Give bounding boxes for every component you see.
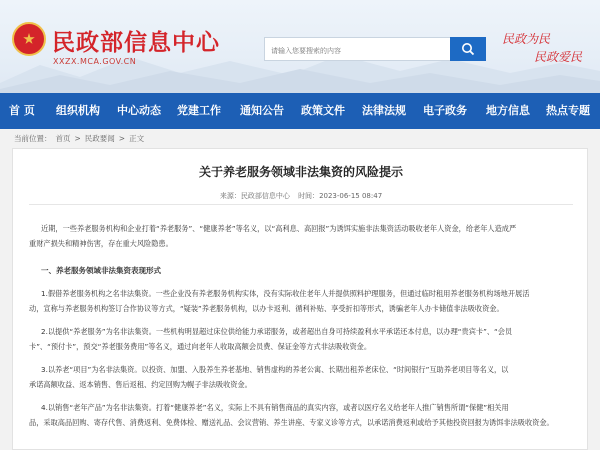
item3-line-2: 承诺高额收益、返本销售、售后返租、约定回购为幌子非法吸收资金。 — [29, 380, 252, 389]
article-panel — [12, 148, 588, 450]
site-header — [0, 0, 600, 93]
time-label: 时间： — [298, 192, 320, 200]
article-source: 民政部信息中心 — [240, 192, 290, 200]
main-nav — [0, 93, 600, 129]
nav-item-policy[interactable]: 政策文件 — [301, 104, 345, 117]
breadcrumb-home[interactable]: 首页 — [55, 134, 71, 143]
item1-line-1: 1.假借养老服务机构之名非法集资。一些企业没有养老服务机构实体，没有实际收住老年人并提供照料护理服务，但通过临时租用养老服务机构场地开展活 — [41, 289, 530, 298]
nav-item-local-info[interactable]: 地方信息 — [486, 104, 530, 117]
article-title: 关于养老服务领域非法集资的风险提示 — [198, 165, 403, 179]
article-meta — [13, 191, 588, 201]
nav-item-hot-topics[interactable]: 热点专题 — [546, 104, 590, 117]
slogan-line-2: 民政爱民 — [534, 50, 583, 64]
nav-item-laws[interactable]: 法律法规 — [362, 104, 406, 117]
search-button[interactable] — [450, 37, 486, 61]
nav-item-center-news[interactable]: 中心动态 — [117, 104, 161, 117]
site-title[interactable]: 民政部信息中心 — [52, 30, 220, 56]
breadcrumb-separator: > — [74, 134, 81, 143]
item1-line-2: 动，宣称与养老服务机构签订合作协议等方式，“疑装”养老服务机构，以办卡返利、循利补贴、享受折扣等形式，诱骗老年人办卡储值非法吸收资金。 — [29, 304, 504, 313]
nav-item-party-building[interactable]: 党建工作 — [177, 104, 221, 117]
nav-item-organization[interactable]: 组织机构 — [56, 104, 100, 117]
nav-item-notices[interactable]: 通知公告 — [240, 104, 284, 117]
breadcrumb-news[interactable]: 民政要闻 — [84, 134, 115, 143]
article-time: 2023-06-15 08:47 — [319, 192, 383, 200]
nav-item-home[interactable]: 首 页 — [9, 104, 35, 117]
ministry-emblem-icon[interactable] — [12, 22, 46, 56]
search-box — [264, 37, 486, 61]
item2-line-2: 卡”、“预付卡”，预交“养老服务费用”等名义，通过向老年人收取高额会员费、保证金等方式非法吸收资金。 — [29, 342, 372, 351]
section-heading: 一、养老服务领域非法集资表现形式 — [41, 266, 161, 275]
search-input[interactable] — [265, 40, 451, 62]
breadcrumb-separator: > — [118, 134, 126, 143]
site-url: XXZX.MCA.GOV.CN — [53, 57, 137, 66]
intro-line-1: 近期，一些养老服务机构和企业打着“养老服务”、“健康养老”等名义，以“高利息、高回报”为诱饵实施非法集资活动吸收老年人资金，给老年人造成严 — [41, 224, 517, 233]
nav-item-e-government[interactable]: 电子政务 — [423, 104, 467, 117]
search-icon — [461, 42, 475, 56]
item4-line-1: 4.以销售“老年产品”为名非法集资。打着“健康养老”名义，实际上不具有销售商品的真实内容，或者以医疗名义给老年人推广销售所谓“保健”相关用 — [41, 403, 509, 412]
divider — [29, 204, 573, 205]
item4-line-2: 品，采取高品回购、寄存代售、消费返利、免费体检、赠送礼品、会议营销、养生讲座、专家义诊等方式，以承诺消费返利或给予其他投资回报为诱饵非法吸收资金。 — [29, 418, 554, 427]
breadcrumb-label: 当前位置： — [14, 134, 52, 143]
slogan-line-1: 民政为民 — [502, 32, 551, 46]
intro-line-2: 重财产损失和精神伤害，存在重大风险隐患。 — [29, 239, 173, 248]
breadcrumb — [14, 132, 148, 146]
slogan-calligraphy — [502, 28, 592, 68]
item3-line-1: 3.以养老“项目”为名非法集资。以投资、加盟、入股养生养老基地、销售虚构的养老公寓、长期出租养老床位、“时间银行”互助养老项目等名义，以 — [41, 365, 509, 374]
breadcrumb-current: 正文 — [129, 134, 145, 143]
item2-line-1: 2.以提供“养老服务”为名非法集资。一些机构明显超过床位供给能力承诺服务，或者超出自身可持续盈利水平承诺还本付息，以办理“贵宾卡”、“会员 — [41, 327, 513, 336]
source-label: 来源： — [219, 192, 241, 200]
